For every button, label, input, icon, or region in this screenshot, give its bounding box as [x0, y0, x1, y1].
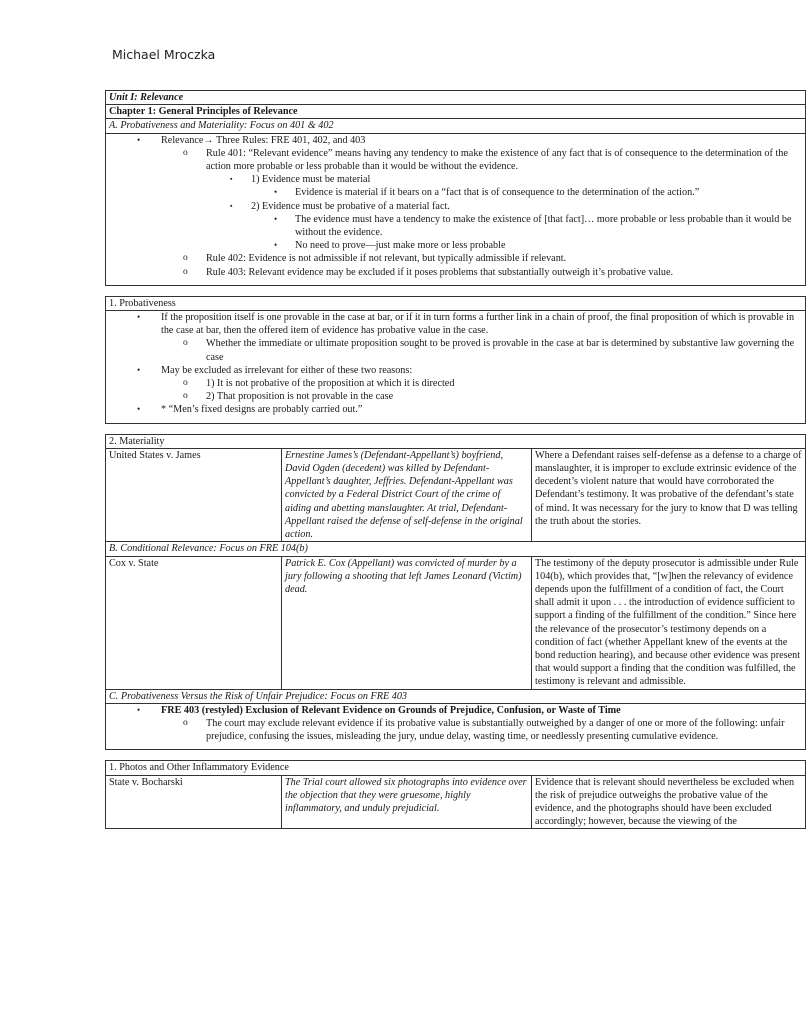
list-item: • No need to prove—just make more or less probable [274, 240, 506, 252]
probativeness-heading: 1. Probativeness [106, 296, 806, 310]
bullet-icon: • [137, 704, 141, 715]
chapter-row [106, 105, 806, 119]
bullet-icon: • [274, 187, 278, 198]
list-item: o Whether the immediate or ultimate proposition sought to be proved is provable in the case at bar is determined by substantive law governing the case [183, 338, 795, 363]
list-item: o Rule 403: Relevant evidence may be excluded if it poses problems that substantially outweigh it’s probative value. [183, 266, 674, 278]
list-item: o 2) That proposition is not provable in the case [183, 391, 394, 403]
unit-row [106, 91, 806, 105]
bullet-icon: • [137, 404, 141, 415]
spacer-row [106, 423, 806, 434]
photos-row [106, 761, 806, 775]
probativeness-row [106, 296, 806, 310]
bullet-icon: • [137, 312, 141, 323]
list-item: • Evidence is material if it bears on a “fact that is of consequence to the determination of the action.” [274, 187, 700, 199]
list-item: ▪ 2) Evidence must be probative of a material fact. [230, 200, 450, 212]
circle-bullet-icon: o [183, 253, 188, 264]
bullet-icon: • [274, 240, 278, 251]
list-item: • The evidence must have a tendency to make the existence of [that fact]… more probable or less probable than it would be without the evidence. [274, 213, 792, 239]
section-c-row [106, 689, 806, 703]
chapter-heading: Chapter 1: General Principles of Relevance [106, 105, 806, 119]
case-facts: Patrick E. Cox (Appellant) was convicted of murder by a jury following a shooting that left James Leonard (Victim) dead. [282, 556, 532, 689]
circle-bullet-icon: o [183, 717, 188, 728]
section-a-row [106, 119, 806, 133]
outline-table [105, 90, 806, 829]
unit-heading: Unit I: Relevance [106, 91, 806, 105]
case-name: Cox v. State [106, 556, 282, 689]
spacer-row [106, 750, 806, 761]
list-item: • FRE 403 (restyled) Exclusion of Relevant Evidence on Grounds of Prejudice, Confusion, or Waste of Time [137, 704, 621, 716]
circle-bullet-icon: o [183, 338, 188, 349]
materiality-row [106, 434, 806, 448]
list-item: • May be excluded as irrelevant for either of these two reasons: [137, 364, 413, 376]
probativeness-body [106, 311, 806, 424]
case-name: United States v. James [106, 448, 282, 541]
list-item: • Relevance→ Three Rules: FRE 401, 402, and 403 [137, 134, 366, 146]
circle-bullet-icon: o [183, 378, 188, 389]
case-row [106, 448, 806, 541]
photos-heading: 1. Photos and Other Inflammatory Evidence [106, 761, 806, 775]
section-a-body [106, 133, 806, 285]
section-b-heading: B. Conditional Relevance: Focus on FRE 104(b) [106, 542, 806, 556]
bullet-icon: • [137, 134, 141, 145]
bullet-icon: • [274, 213, 278, 224]
square-bullet-icon: ▪ [230, 201, 233, 210]
list-item: o Rule 401: “Relevant evidence” means having any tendency to make the existence of any fact that is of consequence to the determination of the action more probable or less probable than it would be without the evidence. [183, 147, 788, 173]
list-item: o The court may exclude relevant evidence if its probative value is substantially outweighed by a danger of one or more of the following: unfair prejudice, confusing the issues, misleading the jury, undue delay, wasting time, or needlessly presenting cumulative evidence. [183, 717, 785, 743]
case-holding: The testimony of the deputy prosecutor is admissible under Rule 104(b), which provides that, “[w]hen the relevancy of evidence depends upon the fulfillment of a condition of fact, the Court shall admit it upon . . . the introduction of evidence sufficient to support a finding of the fulfillment of the condition.” Since here the relevance of the prosecutor’s testimony depends on a condition of fact (whether Appellant knew of the events at the bond reduction hearing), and because other evidence was present that would support a finding that the condition was fulfilled, the testimony is relevant and admissible. [532, 556, 806, 689]
materiality-heading: 2. Materiality [106, 434, 806, 448]
section-b-row [106, 542, 806, 556]
case-name: State v. Bocharski [106, 775, 282, 829]
case-holding: Where a Defendant raises self-defense as a defense to a charge of manslaughter, it is improper to exclude extrinsic evidence of the decedent’s violent nature that would have corroborated the Defendant’s testimony. It was probative of the defendant’s state of mind. It was necessary for the jury to know that D was telling the truth about the stories. [532, 448, 806, 541]
circle-bullet-icon: o [183, 391, 188, 402]
case-facts: The Trial court allowed six photographs into evidence over the objection that they were gruesome, highly inflammatory, and unduly prejudicial. [282, 775, 532, 829]
circle-bullet-icon: o [183, 266, 188, 277]
section-c-heading: C. Probativeness Versus the Risk of Unfair Prejudice: Focus on FRE 403 [106, 689, 806, 703]
list-item: • * “Men’s fixed designs are probably carried out.” [137, 404, 363, 416]
circle-bullet-icon: o [183, 147, 188, 158]
section-c-body [106, 703, 806, 750]
case-facts: Ernestine James’s (Defendant-Appellant’s) boyfriend, David Ogden (decedent) was killed by Defendant-Appellant’s daughter, Jeffries. Defendant-Appellant was convicted by a Federal District Court of the crime of aiding and abetting manslaughter. At trial, Defendant-Appellant raised the defense of self-defense in the original action. [282, 448, 532, 541]
author-name: Michael Mroczka [112, 47, 216, 62]
list-item: o Rule 402: Evidence is not admissible if not relevant, but typically admissible if relevant. [183, 253, 567, 265]
case-holding: Evidence that is relevant should nevertheless be excluded when the risk of prejudice outweighs the probative value of the evidence, and the photographs should have been excluded accordingly; however, because the viewing of the [532, 775, 806, 829]
spacer-row [106, 285, 806, 296]
list-item: ▪ 1) Evidence must be material [230, 174, 371, 186]
square-bullet-icon: ▪ [230, 175, 233, 184]
list-item: o 1) It is not probative of the proposition at which it is directed [183, 378, 455, 390]
case-row [106, 775, 806, 829]
bullet-icon: • [137, 364, 141, 375]
case-row [106, 556, 806, 689]
section-a-heading: A. Probativeness and Materiality: Focus on 401 & 402 [106, 119, 806, 133]
list-item: • If the proposition itself is one provable in the case at bar, or if it in turn forms a further link in a chain of proof, the final proposition of which is provable in the case at bar, then the offered item of evidence has probative value in the case. [137, 312, 795, 337]
